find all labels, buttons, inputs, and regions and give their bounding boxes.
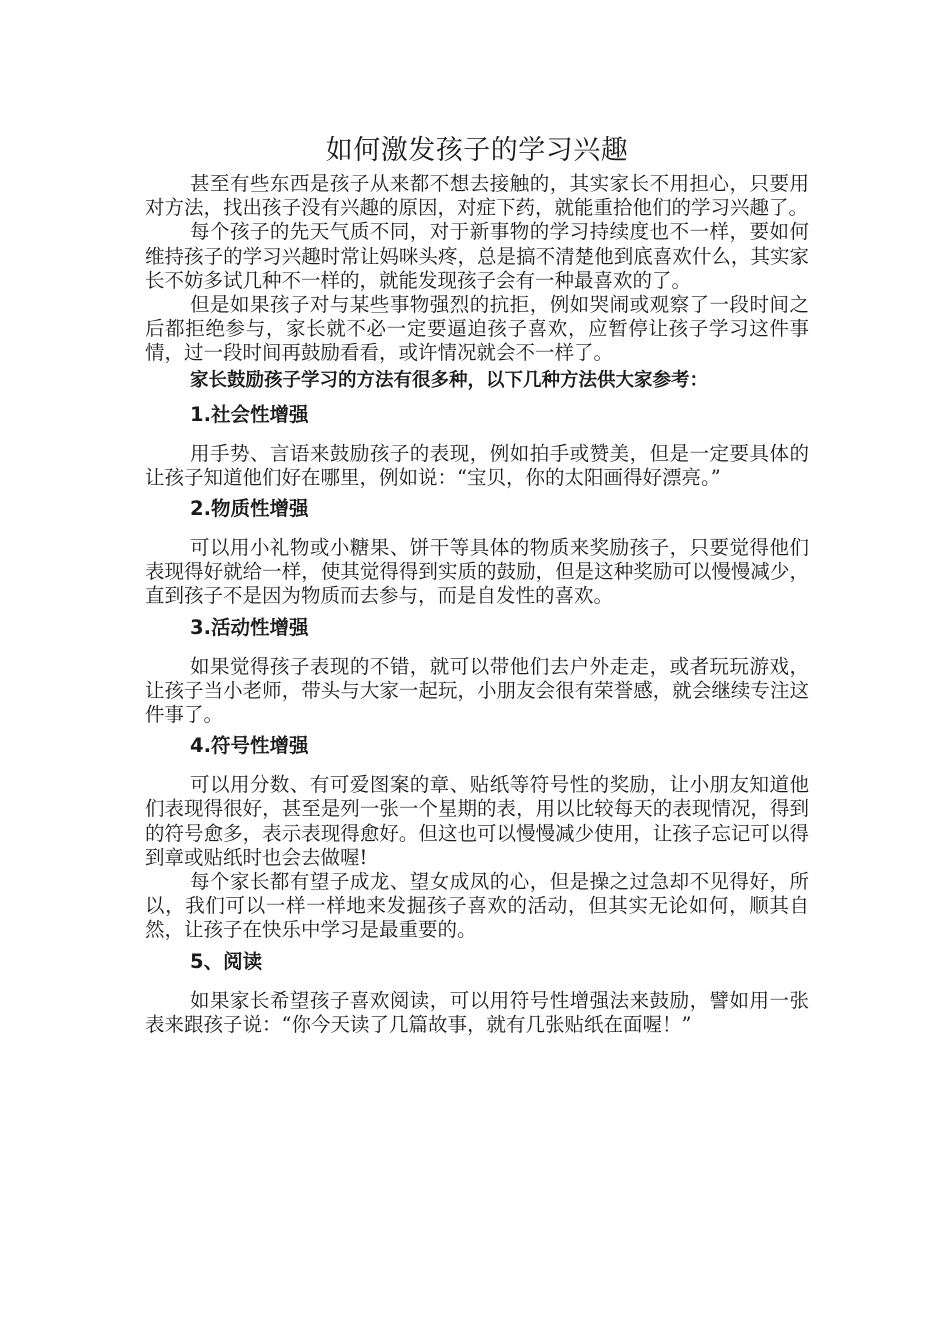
section-body-social: 用手势、言语来鼓励孩子的表现，例如拍手或赞美，但是一定要具体的让孩子知道他们好在哪里，例如说：“宝贝，你的太阳画得好漂亮。”	[145, 441, 809, 489]
section-heading-reading: 5、阅读	[190, 949, 263, 973]
section-heading-activity: 3.活动性增强	[190, 615, 309, 639]
section-heading-social: 1.社会性增强	[190, 402, 309, 426]
section-body-activity: 如果觉得孩子表现的不错，就可以带他们去户外走走，或者玩玩游戏，让孩子当小老师，带头与大家一起玩，小朋友会很有荣誉感，就会继续专注这件事了。	[145, 654, 809, 727]
section-body-symbolic: 可以用分数、有可爱图案的章、贴纸等符号性的奖励，让小朋友知道他们表现得很好，甚至是列一张一个星期的表，用以比较每天的表现情况，得到的符号愈多，表示表现得愈好。但这也可以慢慢减少使用，让孩子忘记可以得到章或贴纸时也会去做喔!	[145, 773, 809, 869]
intro-paragraph: 但是如果孩子对与某些事物强烈的抗拒，例如哭闹或观察了一段时间之后都拒绝参与，家长就不必一定要逼迫孩子喜欢，应暂停让孩子学习这件事情，过一段时间再鼓励看看，或许情况就会不一样了。	[145, 293, 809, 365]
lead-paragraph: 家长鼓励孩子学习的方法有很多种，以下几种方法供大家参考：	[190, 369, 709, 391]
intro-paragraph: 每个孩子的先天气质不同，对于新事物的学习持续度也不一样，要如何维持孩子的学习兴趣时常让妈咪头疼，总是搞不清楚他到底喜欢什么，其实家长不妨多试几种不一样的，就能发现孩子会有一种最喜欢的了。	[145, 220, 809, 292]
section-heading-material: 2.物质性增强	[190, 497, 309, 521]
document-title: 如何激发孩子的学习兴趣	[325, 135, 629, 166]
section-body-material: 可以用小礼物或小糖果、饼干等具体的物质来奖励孩子，只要觉得他们表现得好就给一样，使其觉得得到实质的鼓励，但是这种奖励可以慢慢减少，直到孩子不是因为物质而去参与，而是自发性的喜欢。	[145, 536, 809, 608]
section-extra-paragraph: 每个家长都有望子成龙、望女成凤的心，但是操之过急却不见得好，所以，我们可以一样一样地来发掘孩子喜欢的活动，但其实无论如何，顺其自然，让孩子在快乐中学习是最重要的。	[145, 870, 809, 942]
section-body-reading: 如果家长希望孩子喜欢阅读，可以用符号性增强法来鼓励，譬如用一张表来跟孩子说：“你今天读了几篇故事，就有几张贴纸在面喔！”	[145, 988, 809, 1036]
document-page	[145, 132, 809, 1037]
section-heading-symbolic: 4.符号性增强	[190, 734, 309, 758]
intro-paragraph: 甚至有些东西是孩子从来都不想去接触的，其实家长不用担心，只要用对方法，找出孩子没有兴趣的原因，对症下药，就能重拾他们的学习兴趣了。	[145, 172, 809, 220]
